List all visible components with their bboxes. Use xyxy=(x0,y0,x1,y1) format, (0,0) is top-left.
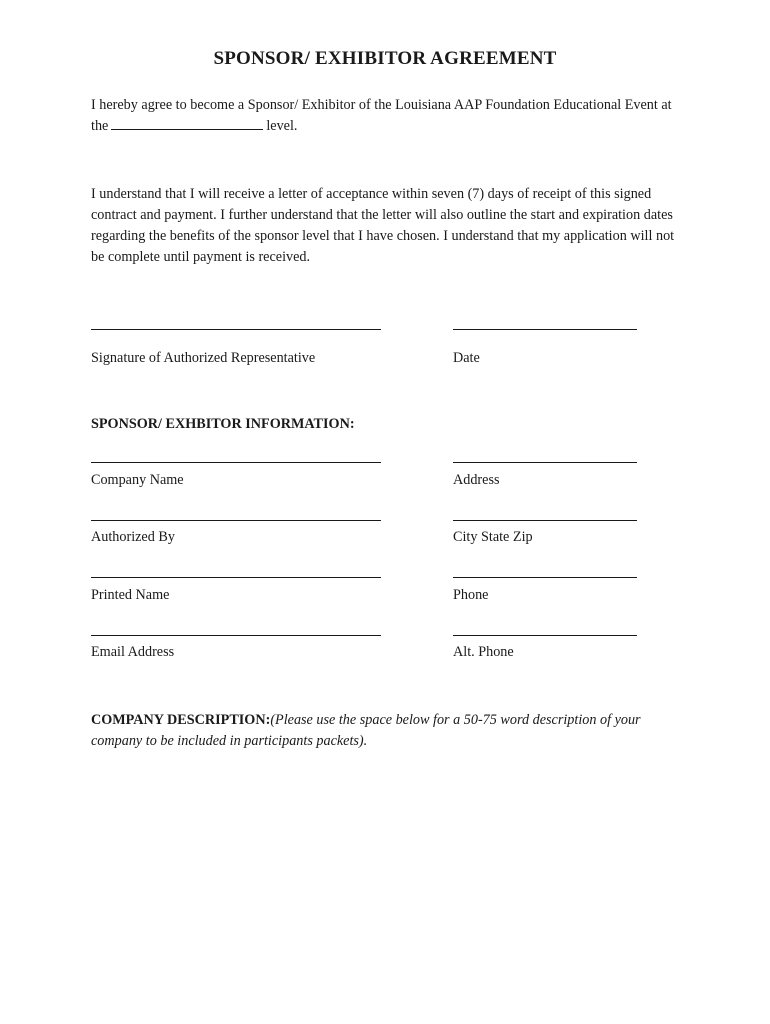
description-heading: COMPANY DESCRIPTION: xyxy=(91,712,271,728)
intro-paragraph xyxy=(91,95,691,137)
city-state-zip-label: City State Zip xyxy=(453,529,533,545)
printed-name-line[interactable] xyxy=(91,577,381,578)
company-name-line[interactable] xyxy=(91,462,381,463)
company-description xyxy=(91,710,691,752)
email-address-line[interactable] xyxy=(91,635,381,636)
printed-name-label: Printed Name xyxy=(91,587,170,603)
date-label: Date xyxy=(453,350,480,366)
date-line[interactable] xyxy=(453,329,637,330)
authorized-by-label: Authorized By xyxy=(91,529,175,545)
intro-text: I hereby agree to become a Sponsor/ Exhibitor of the Louisiana AAP Foundation Educational Event at the xyxy=(91,97,672,134)
authorized-by-line[interactable] xyxy=(91,520,381,521)
signature-label: Signature of Authorized Representative xyxy=(91,350,316,366)
document-title: SPONSOR/ EXHIBITOR AGREEMENT xyxy=(213,48,557,69)
phone-line[interactable] xyxy=(453,577,637,578)
signature-line[interactable] xyxy=(91,329,381,330)
address-label: Address xyxy=(453,472,500,488)
intro-text-end: level. xyxy=(266,118,298,134)
info-heading: SPONSOR/ EXHBITOR INFORMATION: xyxy=(91,416,355,432)
email-address-label: Email Address xyxy=(91,644,175,660)
description-instruction: (Please use the space below for a 50-75 word description of your company to be included in participants packets). xyxy=(91,712,641,749)
sponsor-level-blank[interactable] xyxy=(111,117,263,130)
alt-phone-line[interactable] xyxy=(453,635,637,636)
alt-phone-label: Alt. Phone xyxy=(453,644,514,660)
company-name-label: Company Name xyxy=(91,472,184,488)
address-line[interactable] xyxy=(453,462,637,463)
city-state-zip-line[interactable] xyxy=(453,520,637,521)
phone-label: Phone xyxy=(453,587,489,603)
understanding-paragraph: I understand that I will receive a letter of acceptance within seven (7) days of receipt of this signed contract and payment. I further understand that the letter will also outline the start and expiration dates regarding the benefits of the sponsor level that I have chosen. I understand that my application will not be complete until payment is received. xyxy=(91,186,675,265)
